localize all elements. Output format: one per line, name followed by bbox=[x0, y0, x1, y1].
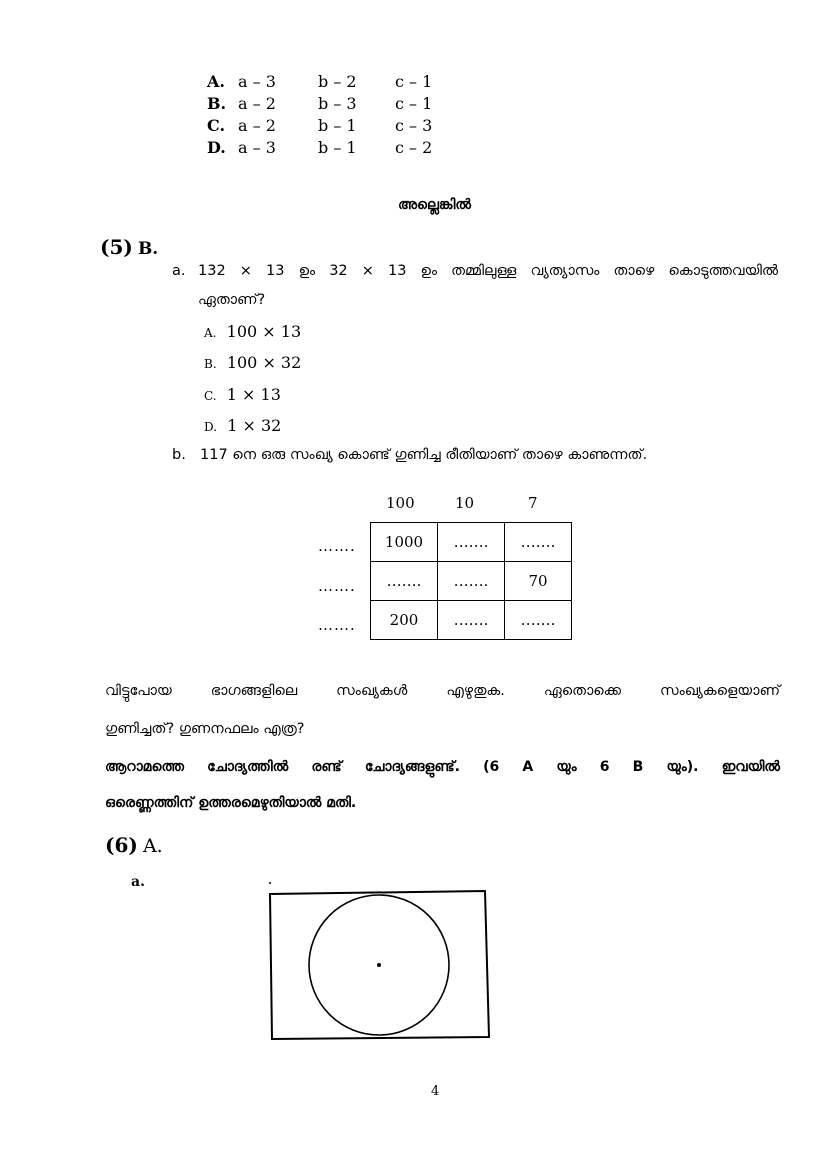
grid-cell: ……. bbox=[438, 562, 505, 601]
choice-key: D. bbox=[204, 420, 218, 434]
choice-item bbox=[204, 353, 301, 372]
col-header: 7 bbox=[528, 494, 538, 512]
option-c: c – 3 bbox=[395, 116, 433, 135]
q5b-label: b. bbox=[172, 447, 186, 463]
option-a: a – 2 bbox=[238, 116, 276, 135]
circle-in-rectangle-figure bbox=[262, 875, 494, 1045]
grid-cell: ……. bbox=[505, 601, 572, 640]
grid-cell: ……. bbox=[438, 523, 505, 562]
option-b: b – 1 bbox=[318, 116, 357, 135]
q5-variant: B. bbox=[137, 239, 159, 259]
q5-instruction-line1: വിട്ടുപോയ ഭാഗങ്ങളിലെ സംഖ്യകൾ എഴുതുക. ഏതൊക്കെ സംഖ്യകളെയാണ് bbox=[105, 683, 780, 699]
option-b: b – 3 bbox=[318, 94, 357, 113]
row-label: ……. bbox=[318, 616, 356, 634]
choice-key: A. bbox=[204, 326, 217, 340]
q5-number: (5) bbox=[100, 235, 133, 259]
choice-key: C. bbox=[204, 389, 217, 403]
option-key: D. bbox=[207, 138, 226, 157]
note-line2: ഒരെണ്ണത്തിന് ഉത്തരമെഴുതിയാൽ മതി. bbox=[105, 795, 357, 811]
choice-text: 1 × 13 bbox=[226, 385, 281, 404]
option-a: a – 3 bbox=[238, 72, 276, 91]
grid-cell: 1000 bbox=[371, 523, 438, 562]
row-label: ……. bbox=[318, 577, 356, 595]
q6-variant: A. bbox=[142, 835, 163, 857]
choice-key: B. bbox=[204, 357, 217, 371]
option-key: C. bbox=[207, 116, 226, 135]
or-heading: അല്ലെങ്കിൽ bbox=[398, 197, 472, 213]
q6-number: (6) bbox=[105, 833, 138, 857]
center-point bbox=[377, 963, 381, 967]
grid-cell: 70 bbox=[505, 562, 572, 601]
choice-text: 100 × 13 bbox=[226, 322, 302, 341]
q5a-line1: 132 × 13 ഉം 32 × 13 ഉം തമ്മിലുള്ള വ്യത്യാസം താഴെ കൊടുത്തവയിൽ bbox=[198, 263, 778, 279]
option-a: a – 3 bbox=[238, 138, 276, 157]
grid-cell: ……. bbox=[505, 523, 572, 562]
q5-heading bbox=[100, 235, 158, 259]
option-c: c – 1 bbox=[395, 94, 433, 113]
q5b-text: 117 നെ ഒരു സംഖ്യ കൊണ്ട് ഗുണിച്ച രീതിയാണ് താഴെ കാണുന്നത്. bbox=[200, 447, 648, 463]
grid-cell: 200 bbox=[371, 601, 438, 640]
choice-item bbox=[204, 416, 281, 435]
q5-instruction-line2: ഗുണിച്ചത്? ഗുണനഫലം എത്ര? bbox=[105, 721, 305, 737]
choice-text: 1 × 32 bbox=[227, 416, 282, 435]
grid-cell: ……. bbox=[371, 562, 438, 601]
option-key: B. bbox=[207, 94, 227, 113]
page-number: 4 bbox=[431, 1084, 440, 1099]
choice-text: 100 × 32 bbox=[226, 353, 302, 372]
option-b: b – 2 bbox=[318, 72, 357, 91]
choice-item bbox=[204, 322, 301, 341]
grid-row bbox=[371, 523, 572, 562]
q5a-label: a. bbox=[172, 263, 186, 279]
option-c: c – 2 bbox=[395, 138, 433, 157]
q6-heading bbox=[105, 833, 163, 857]
option-b: b – 1 bbox=[318, 138, 357, 157]
option-c: c – 1 bbox=[395, 72, 433, 91]
choice-item bbox=[204, 385, 281, 404]
multiplication-grid bbox=[370, 522, 572, 640]
col-header: 100 bbox=[386, 494, 415, 512]
q6a-label: a. bbox=[131, 874, 145, 890]
note-line1: ആറാമത്തെ ചോദ്യത്തിൽ രണ്ട് ചോദ്യങ്ങളുണ്ട്. (6 A യും 6 B യും). ഇവയിൽ bbox=[105, 759, 780, 775]
grid-row bbox=[371, 562, 572, 601]
option-key: A. bbox=[207, 72, 225, 91]
grid-cell: ……. bbox=[438, 601, 505, 640]
col-header: 10 bbox=[455, 494, 475, 512]
row-label: ……. bbox=[318, 537, 356, 555]
grid-row bbox=[371, 601, 572, 640]
corner-mark bbox=[269, 882, 271, 884]
option-a: a – 2 bbox=[238, 94, 276, 113]
q5a-line2: ഏതാണ്? bbox=[198, 292, 266, 308]
